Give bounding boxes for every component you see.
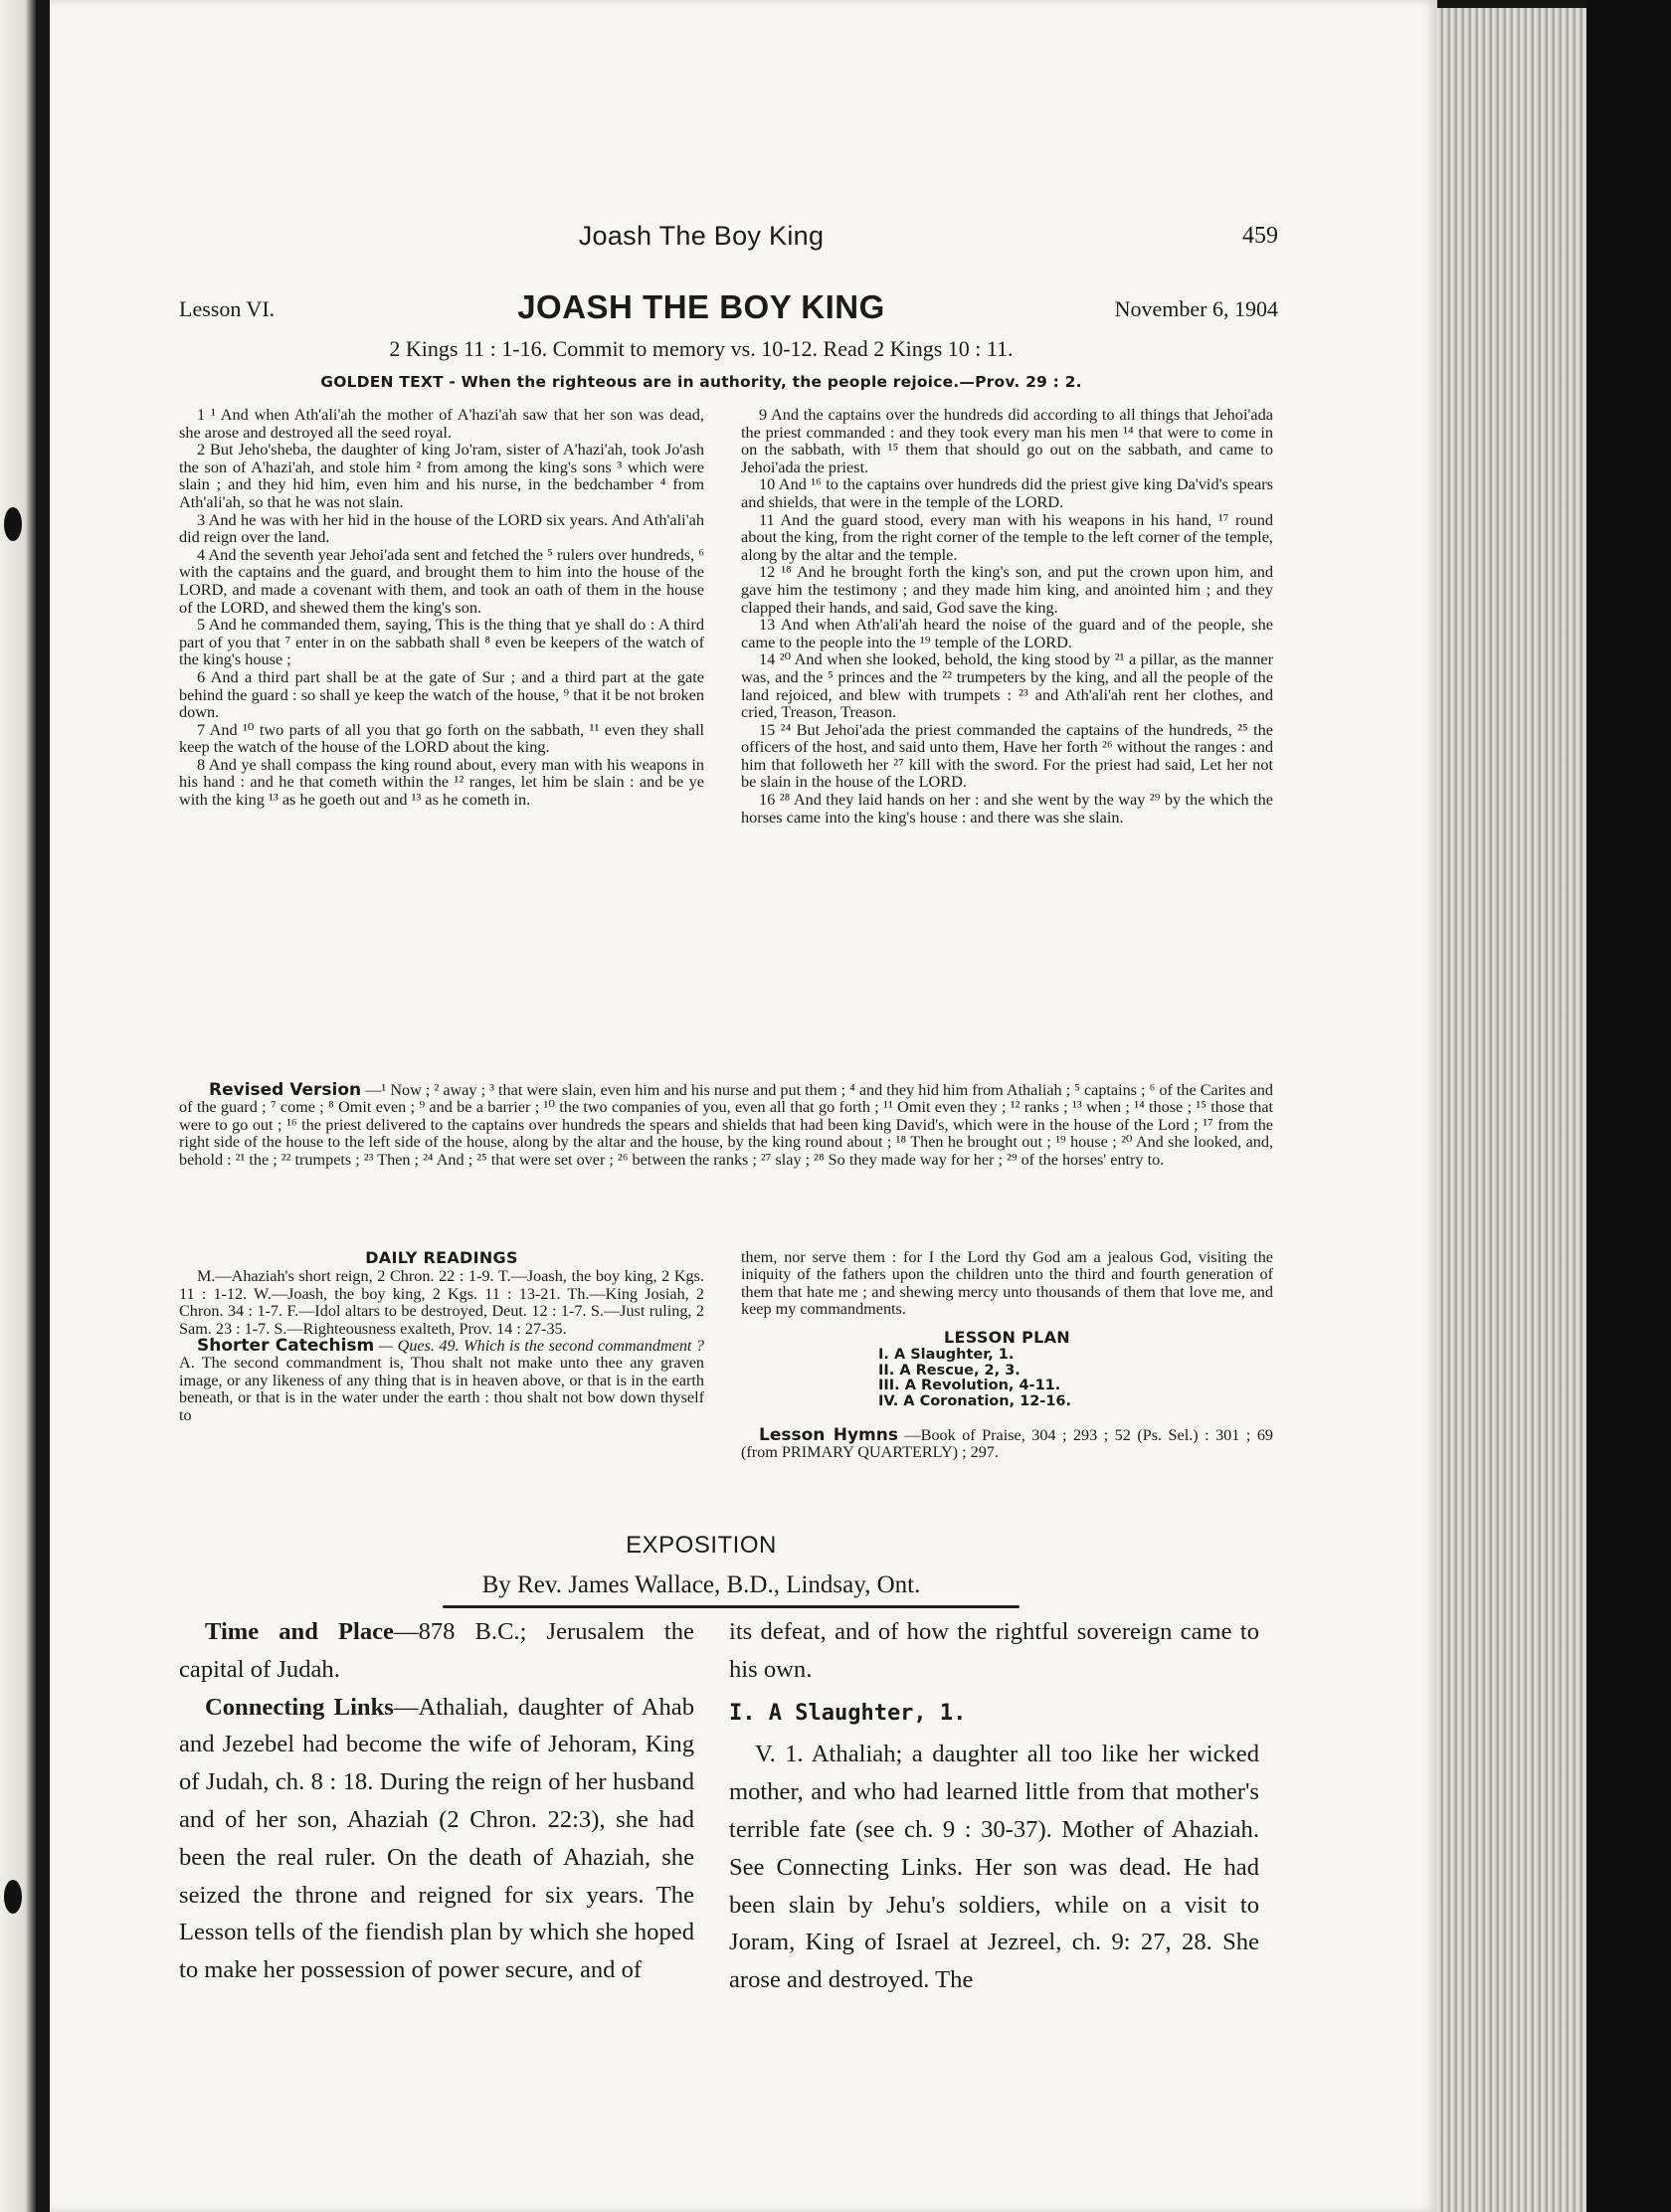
lesson-hymns-label: Lesson Hymns bbox=[759, 1425, 898, 1446]
verse: 7 And ¹⁰ two parts of all you that go forth on the sabbath, ¹¹ even they shall keep the watch of the house of the LORD about the king. bbox=[179, 719, 704, 757]
verse: 13 And when Ath'ali'ah heard the noise of the guard and of the people, she came to the people into the ¹⁹ temple of the LORD. bbox=[741, 615, 1273, 651]
lesson-plan-item: III. A Revolution, 4-11. bbox=[878, 1378, 1061, 1394]
revised-version-label: Revised Version bbox=[209, 1080, 362, 1100]
daily-readings-block bbox=[179, 1249, 704, 1424]
lesson-plan-heading: LESSON PLAN bbox=[943, 1327, 1070, 1347]
catechism-question: — Ques. 49. Which is the second commandment ? bbox=[378, 1337, 705, 1356]
catechism-continuation: them, nor serve them : for I the Lord thy God am a jealous God, visiting the iniquity of the fathers upon the children unto the third and fourth generation of them that hate me ; and shewing mercy unto thousands of them that love me, and keep my commandments. bbox=[741, 1248, 1273, 1319]
scanner-background bbox=[1586, 0, 1671, 2212]
daily-readings-heading: DAILY READINGS bbox=[365, 1248, 518, 1267]
shorter-catechism bbox=[179, 1338, 704, 1424]
verse: 14 ²⁰ And when she looked, behold, the king stood by ²¹ a pillar, as the manner was, and the ⁵ princes and the ²² trumpeters by the king, and all the people of the land rejoiced, and blew with trumpets : ²³ and Ath'ali'ah rent her clothes, and cried, Treason, Treason. bbox=[741, 649, 1273, 722]
verse: 1 ¹ And when Ath'ali'ah the mother of A'hazi'ah saw that her son was dead, she arose and destroyed all the seed royal. bbox=[179, 405, 704, 442]
lesson-plan-item: I. A Slaughter, 1. bbox=[878, 1347, 1015, 1364]
lesson-plan-item: IV. A Coronation, 12-16. bbox=[878, 1392, 1072, 1409]
binding-hole bbox=[4, 1880, 22, 1914]
exposition-byline: By Rev. James Wallace, B.D., Lindsay, Ont. bbox=[481, 1571, 921, 1598]
previous-page-edge bbox=[0, 0, 36, 2212]
page-number: 459 bbox=[1242, 223, 1278, 249]
verse: 5 And he commanded them, saying, This is the thing that ye shall do : A third part of you that ⁷ enter in on the sabbath shall ⁸ even be keepers of the watch of the king's house ; bbox=[179, 615, 704, 669]
lesson-plan-list bbox=[878, 1348, 1273, 1409]
lesson-header bbox=[124, 288, 1278, 332]
connecting-links-label: Connecting Links bbox=[205, 1693, 394, 1721]
exposition-right-column bbox=[729, 1613, 1259, 1999]
lesson-date: November 6, 1904 bbox=[1114, 296, 1278, 321]
golden-text: GOLDEN TEXT - When the righteous are in authority, the people rejoice.—Prov. 29 : 2. bbox=[320, 373, 1082, 391]
connecting-links bbox=[179, 1689, 694, 1989]
scripture-reference: 2 Kings 11 : 1-16. Commit to memory vs. 10-12. Read 2 Kings 10 : 11. bbox=[389, 336, 1014, 361]
running-head bbox=[124, 221, 1278, 261]
right-column-notes bbox=[741, 1249, 1273, 1462]
verse: 15 ²⁴ But Jehoi'ada the priest commanded the captains of the hundreds, ²⁵ the officers of the host, and said unto them, Have her forth ²⁶ without the ranges : and him that followeth her ²⁷ kill with the sword. For the priest had said, Let her not be slain in the house of the LORD. bbox=[741, 719, 1273, 792]
catechism-answer: A. The second commandment is, Thou shalt not make unto thee any graven image, or any likeness of any thing that is in heaven above, or that is in the earth beneath, or that is in the water under the earth : thou shalt not bow down thyself to bbox=[179, 1354, 704, 1424]
daily-readings-text: M.—Ahaziah's short reign, 2 Chron. 22 : 1-9. T.—Joash, the boy king, 2 Kgs. 11 : 1-12. W.—Joash, the boy king, 2 Kgs. 11 : 13-21. Th.—King Josiah, 2 Chron. 34 : 1-7. F.—Idol altars to be destroyed, Deut. 12 : 1-7. S.—Just ruling, 2 Sam. 23 : 1-7. S.—Righteousness exalteth, Prov. 14 : 27-35. bbox=[179, 1267, 704, 1338]
verse: 11 And the guard stood, every man with his weapons in his hand, ¹⁷ round about the king, from the right corner of the temple to the left corner of the temple, along by the altar and the temple. bbox=[741, 509, 1273, 564]
verse: 16 ²⁸ And they laid hands on her : and she went by the way ²⁹ by the which the horses came into the king's house : and there was she slain. bbox=[741, 790, 1273, 827]
verse: 10 And ¹⁶ to the captains over hundreds did the priest give king Da'vid's spears and shields, that were in the temple of the LORD. bbox=[741, 474, 1273, 511]
verse: 3 And he was with her hid in the house of the LORD six years. And Ath'ali'ah did reign over the land. bbox=[179, 509, 704, 547]
revised-version-text: —¹ Now ; ² away ; ³ that were slain, even him and his nurse and put them ; ⁴ and they hid him from Athaliah ; ⁵ captains ; ⁶ of the Carites and of the guard ; ⁷ come ; ⁸ Omit even ; ⁹ and be a barrier ; ¹⁰ the two companies of you, even all that go forth ; ¹¹ Omit even they ; ¹² ranks ; ¹³ when ; ¹⁴ those ; ¹⁵ those that were to go out ; ¹⁶ the priest delivered to the captains over hundreds the spears and shields that had been king David's, which were in the house of the Lord ; ¹⁷ from the right side of the house to the left side of the house, along by the altar and the house, by the king round about ; ¹⁸ Then he brought out ; ¹⁹ house ; ²⁰ And she looked, and, behold : ²¹ the ; ²² trumpets ; ²³ Then ; ²⁴ And ; ²⁵ that were set over ; ²⁶ between the ranks ; ²⁷ slay ; ²⁸ So they made way for her ; ²⁹ of the horses' entry to. bbox=[179, 1081, 1273, 1169]
exposition-heading: EXPOSITION bbox=[626, 1532, 777, 1559]
verse: 9 And the captains over the hundreds did according to all things that Jehoi'ada the priest commanded : and they took every man his men ¹⁴ that were to come in on the sabbath, with ¹⁵ them that should go out on the sabbath, and came to Jehoi'ada the priest. bbox=[741, 405, 1273, 476]
verse: 6 And a third part shall be at the gate of Sur ; and a third part at the gate behind the guard : so shall ye keep the watch of the house, ⁹ that it be not broken down. bbox=[179, 666, 704, 722]
running-title: Joash The Boy King bbox=[578, 221, 825, 251]
lesson-hymns bbox=[741, 1427, 1273, 1462]
verse-commentary: V. 1. Athaliah; a daughter all too like her wicked mother, and who had learned little from that mother's terrible fate (see ch. 9 : 30-37). Mother of Ahaziah. See Connecting Links. Her son was dead. He had been slain by Jehu's soldiers, while on a visit to Joram, King of Israel at Jezreel, ch. 9: 27, 28. She arose and destroyed. The bbox=[729, 1741, 1259, 1994]
exposition-left-column bbox=[179, 1613, 694, 1989]
verses-left-column bbox=[179, 406, 704, 809]
verse: 8 And ye shall compass the king round about, every man with his weapons in his hand : and he that cometh within the ¹² ranges, let him be slain : and be ye with the king ¹³ as he goeth out and ¹³ as he cometh in. bbox=[179, 754, 704, 810]
time-and-place-label: Time and Place bbox=[205, 1618, 394, 1645]
lesson-plan-item: II. A Rescue, 2, 3. bbox=[878, 1362, 1021, 1379]
binding-hole bbox=[4, 507, 22, 541]
verse: 4 And the seventh year Jehoi'ada sent and fetched the ⁵ rulers over hundreds, ⁶ with the captains and the guard, and brought them to him into the house of the LORD, and made a covenant with them, and took an oath of them in the house of the LORD, and shewed them the king's son. bbox=[179, 544, 704, 617]
lesson-number: Lesson VI. bbox=[179, 296, 276, 321]
exposition-continuation: its defeat, and of how the rightful sovereign came to his own. bbox=[729, 1618, 1259, 1683]
lesson-hymns-text: —Book of Praise, 304 ; 293 ; 52 (Ps. Sel.) : 301 ; 69 (from PRIMARY QUARTERLY) ; 297. bbox=[741, 1426, 1274, 1462]
connecting-links-text: —Athaliah, daughter of Ahab and Jezebel had become the wife of Jehoram, King of Judah, ch. 8 : 18. During the reign of her husband and of her son, Ahaziah (2 Chron. 22:3), she had been the real ruler. On the death of Ahaziah, she seized the throne and reigned for six years. The Lesson tells of the fiendish plan by which she hoped to make her possession of power secure, and of bbox=[179, 1693, 694, 1984]
lesson-title: JOASH THE BOY KING bbox=[517, 288, 885, 325]
verse: 12 ¹⁸ And he brought forth the king's son, and put the crown upon him, and gave him the testimony ; and they made him king, and anointed him ; and they clapped their hands, and said, God save the king. bbox=[741, 562, 1273, 617]
revised-version-notes bbox=[179, 1082, 1273, 1169]
verse: 2 But Jeho'sheba, the daughter of king Jo'ram, sister of A'hazi'ah, took Jo'ash the son of A'hazi'ah, and stole him ² from among the king's sons ³ which were slain ; and they hid him, even him and his nurse, in the bedchamber ⁴ from Ath'ali'ah, so that he was not slain. bbox=[179, 440, 704, 511]
time-and-place-text: —878 B.C.; Jerusalem the capital of Judah. bbox=[179, 1618, 694, 1683]
catechism-label: Shorter Catechism bbox=[197, 1336, 375, 1357]
page-stack-edge bbox=[1437, 8, 1586, 2212]
verses-right-column bbox=[741, 406, 1273, 826]
byline-underline bbox=[443, 1605, 1020, 1608]
time-and-place bbox=[179, 1613, 694, 1689]
section-heading: I. A Slaughter, 1. bbox=[729, 1700, 967, 1726]
